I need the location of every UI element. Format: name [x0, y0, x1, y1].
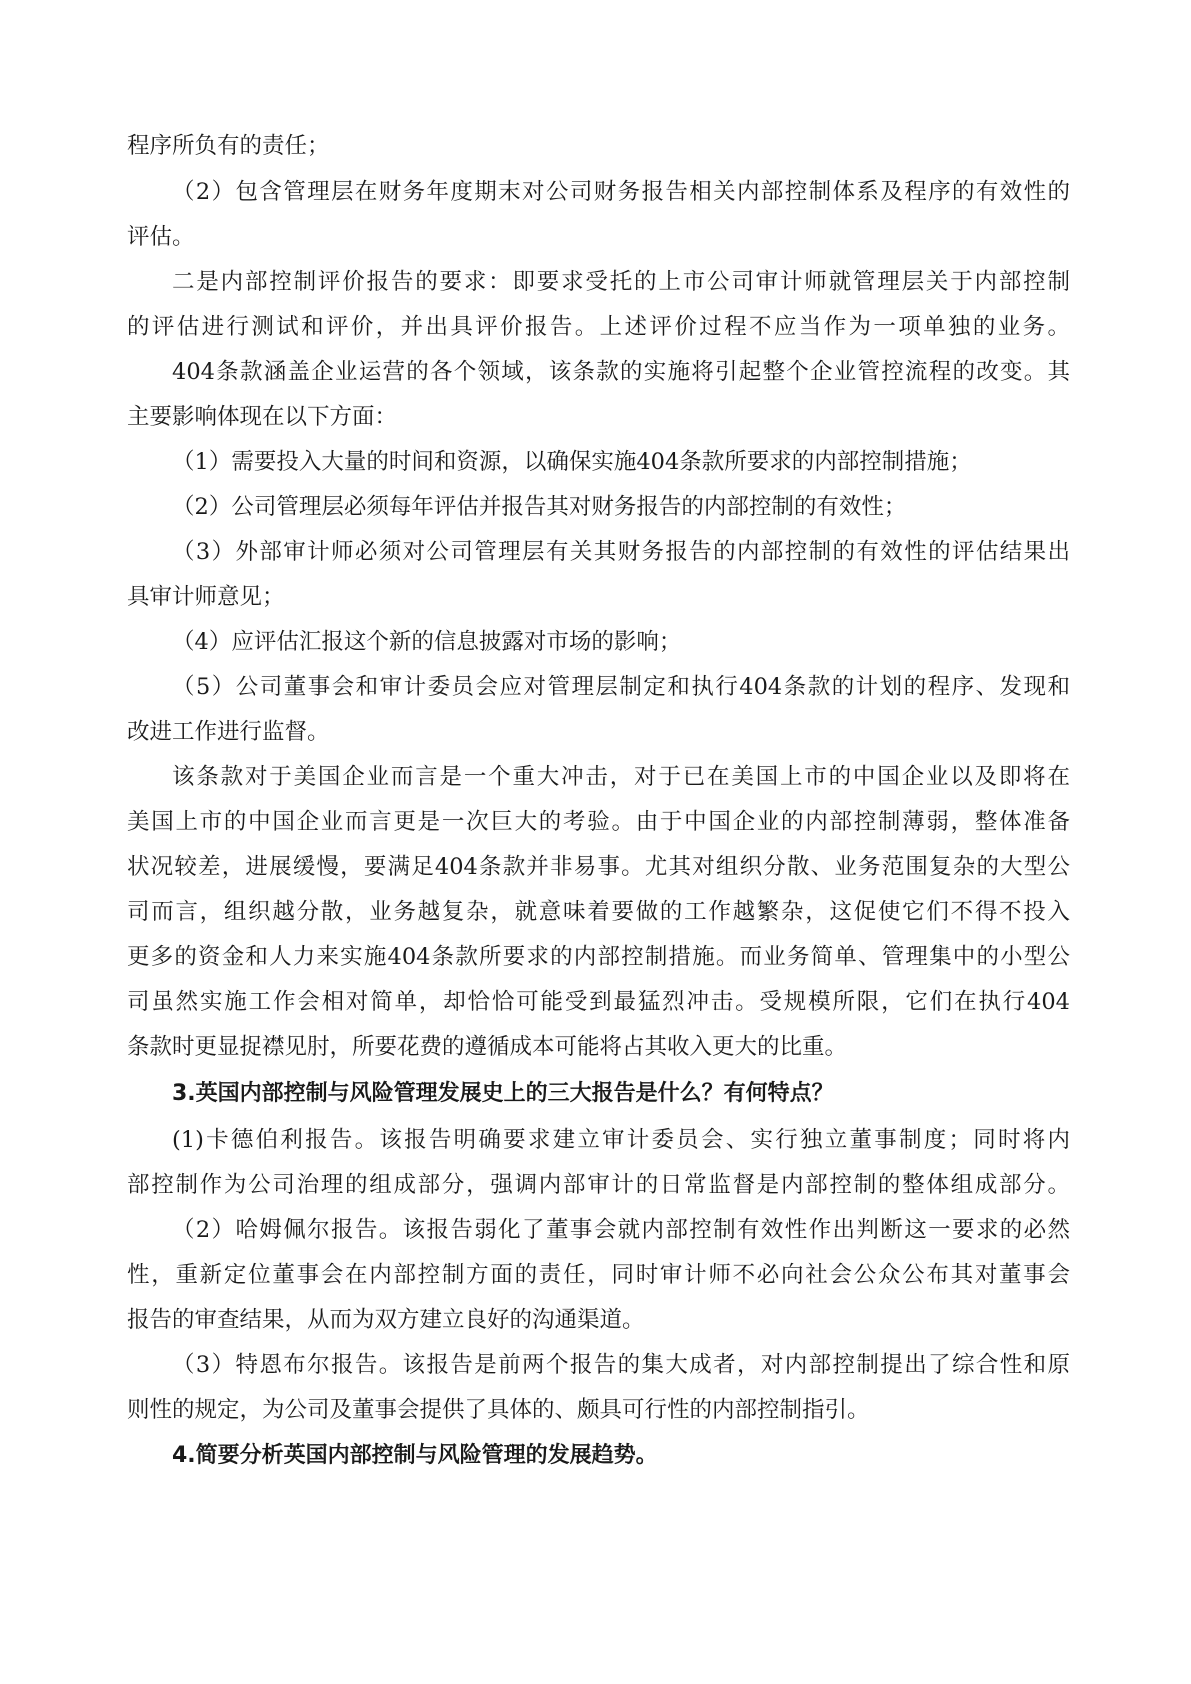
- text-line: 该条款对于美国企业而言是一个重大冲击，对于已在美国上市的中国企业以及即将在: [172, 764, 1070, 790]
- text-line: 司而言，组织越分散，业务越复杂，就意味着要做的工作越繁杂，这促使它们不得不投入: [127, 899, 1070, 925]
- text-line: 评估。: [127, 224, 195, 250]
- text-line: 报告的审查结果，从而为双方建立良好的沟通渠道。: [127, 1307, 645, 1333]
- text-line: 改进工作进行监督。: [127, 719, 330, 745]
- text-line: （3）外部审计师必须对公司管理层有关其财务报告的内部控制的有效性的评估结果出: [172, 539, 1070, 565]
- text-line: 则性的规定，为公司及董事会提供了具体的、颇具可行性的内部控制指引。: [127, 1397, 870, 1423]
- text-line: 更多的资金和人力来实施404条款所要求的内部控制措施。而业务简单、管理集中的小型公: [127, 944, 1070, 970]
- text-line: 程序所负有的责任；: [127, 133, 330, 159]
- text-line: 二是内部控制评价报告的要求：即要求受托的上市公司审计师就管理层关于内部控制: [172, 269, 1070, 295]
- section-heading: 4.简要分析英国内部控制与风险管理的发展趋势。: [172, 1443, 658, 1468]
- text-line: 状况较差，进展缓慢，要满足404条款并非易事。尤其对组织分散、业务范围复杂的大型公: [127, 854, 1070, 880]
- text-line: 司虽然实施工作会相对简单，却恰恰可能受到最猛烈冲击。受规模所限，它们在执行404: [127, 989, 1070, 1015]
- text-line: （2）包含管理层在财务年度期末对公司财务报告相关内部控制体系及程序的有效性的: [172, 179, 1070, 205]
- text-line: （2）哈姆佩尔报告。该报告弱化了董事会就内部控制有效性作出判断这一要求的必然: [172, 1217, 1070, 1243]
- text-line: 性，重新定位董事会在内部控制方面的责任，同时审计师不必向社会公众公布其对董事会: [127, 1262, 1070, 1288]
- section-heading: 3.英国内部控制与风险管理发展史上的三大报告是什么？有何特点？: [172, 1081, 834, 1106]
- text-line: （3）特恩布尔报告。该报告是前两个报告的集大成者，对内部控制提出了综合性和原: [172, 1352, 1070, 1378]
- text-line: 美国上市的中国企业而言更是一次巨大的考验。由于中国企业的内部控制薄弱，整体准备: [127, 809, 1070, 835]
- text-line: （5）公司董事会和审计委员会应对管理层制定和执行404条款的计划的程序、发现和: [172, 674, 1070, 700]
- text-line: （1）需要投入大量的时间和资源，以确保实施404条款所要求的内部控制措施；: [172, 449, 972, 475]
- text-line: 404条款涵盖企业运营的各个领域，该条款的实施将引起整个企业管控流程的改变。其: [172, 359, 1070, 385]
- text-line: 部控制作为公司治理的组成部分，强调内部审计的日常监督是内部控制的整体组成部分。: [127, 1172, 1070, 1198]
- text-line: 主要影响体现在以下方面：: [127, 404, 398, 430]
- text-line: (1)卡德伯利报告。该报告明确要求建立审计委员会、实行独立董事制度；同时将内: [172, 1127, 1070, 1153]
- text-line: （4）应评估汇报这个新的信息披露对市场的影响；: [172, 629, 682, 655]
- text-line: 条款时更显捉襟见肘，所要花费的遵循成本可能将占其收入更大的比重。: [127, 1034, 848, 1060]
- text-line: 的评估进行测试和评价，并出具评价报告。上述评价过程不应当作为一项单独的业务。: [127, 314, 1070, 340]
- text-line: （2）公司管理层必须每年评估并报告其对财务报告的内部控制的有效性；: [172, 494, 907, 520]
- text-line: 具审计师意见；: [127, 584, 285, 610]
